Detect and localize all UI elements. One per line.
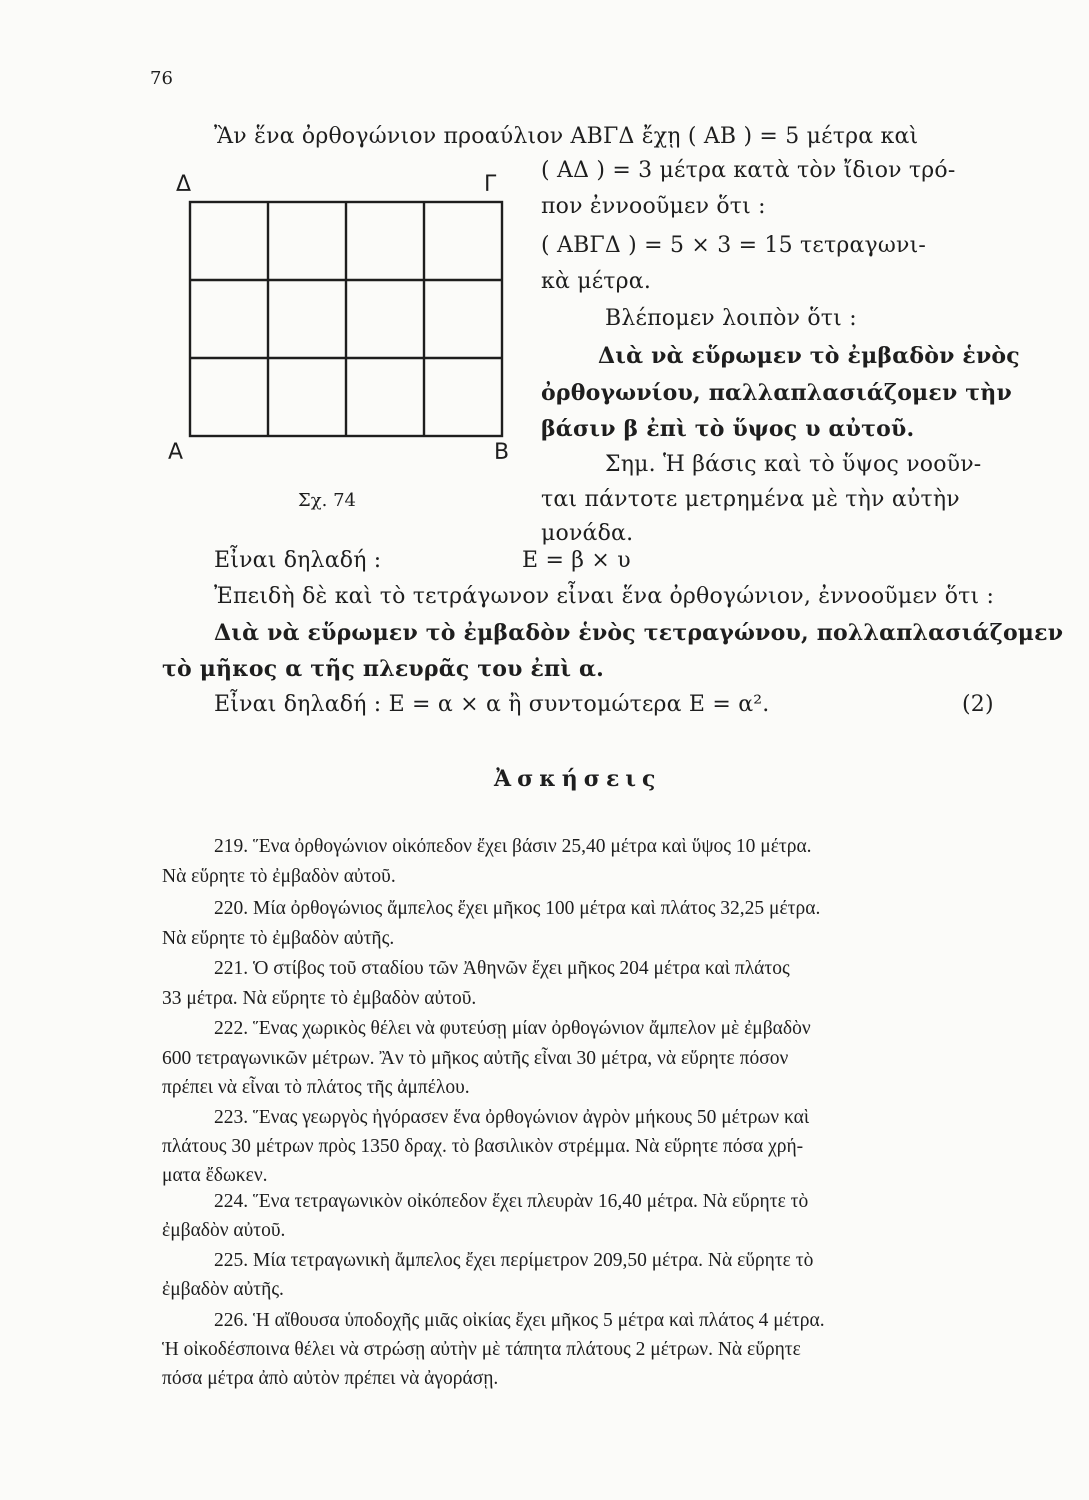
exercise-223-line-3: ματα ἔδωκεν. xyxy=(162,1165,268,1186)
exercise-224-line-2: ἐμβαδὸν αὐτοῦ. xyxy=(162,1220,286,1241)
exercise-219-line-1: 219. Ἕνα ὀρθογώνιον οἰκόπεδον ἔχει βάσιν 25,40 μέτρα καὶ ὕψος 10 μέτρα. xyxy=(214,836,812,857)
rectangle-grid-figure xyxy=(150,150,530,520)
exercise-223-line-2: πλάτους 30 μέτρων πρὸς 1350 δραχ. τὸ βασιλικὸν στρέμμα. Νὰ εὕρητε πόσα χρή- xyxy=(162,1136,804,1157)
intro-line-5: κὰ μέτρα. xyxy=(541,269,652,294)
exercise-225-line-2: ἐμβαδὸν αὐτῆς. xyxy=(162,1279,284,1300)
formula1-label: Εἶναι δηλαδή : xyxy=(214,548,382,573)
corner-label-bottom-right: Β xyxy=(494,440,510,465)
corner-label-top-left: Δ xyxy=(176,172,192,197)
intro-line-6: Βλέπομεν λοιπὸν ὅτι : xyxy=(605,306,857,331)
intro-line-3: πον ἐννοοῦμεν ὅτι : xyxy=(541,194,766,219)
corner-label-top-right: Γ xyxy=(484,172,497,197)
exercise-225-line-1: 225. Μία τετραγωνικὴ ἄμπελος ἔχει περίμετρον 209,50 μέτρα. Νὰ εὕρητε τὸ xyxy=(214,1250,814,1271)
formula1-expression: Ε = β × υ xyxy=(522,548,631,573)
exercise-219-line-2: Νὰ εὕρητε τὸ ἐμβαδὸν αὐτοῦ. xyxy=(162,866,396,887)
note-line-2: ται πάντοτε μετρημένα μὲ τὴν αὐτὴν xyxy=(541,487,960,512)
exercise-221-line-2: 33 μέτρα. Νὰ εὕρητε τὸ ἐμβαδὸν αὐτοῦ. xyxy=(162,988,477,1009)
intro-line-1: Ἂν ἕνα ὀρθογώνιον προαύλιον ΑΒΓΔ ἔχῃ ( ΑΒ ) = 5 μέτρα καὶ xyxy=(214,124,919,149)
square-formula: Εἶναι δηλαδή : Ε = α × α ἢ συντομώτερα Ε = α². xyxy=(214,692,770,717)
exercise-226-line-1: 226. Ἡ αἴθουσα ὑποδοχῆς μιᾶς οἰκίας ἔχει μῆκος 5 μέτρα καὶ πλάτος 4 μέτρα. xyxy=(214,1310,825,1331)
rule-rect-line-1: Διὰ νὰ εὕρωμεν τὸ ἐμβαδὸν ἑνὸς xyxy=(598,343,1020,369)
square-intro: Ἐπειδὴ δὲ καὶ τὸ τετράγωνον εἶναι ἕνα ὀρθογώνιον, ἐννοοῦμεν ὅτι : xyxy=(214,584,995,609)
page-number: 76 xyxy=(150,68,173,89)
note-line-3: μονάδα. xyxy=(541,521,634,546)
equation-number: (2) xyxy=(962,692,994,717)
rule-rect-line-2: ὀρθογωνίου, παλλαπλασιάζομεν τὴν xyxy=(541,380,1012,406)
square-rule-line-1: Διὰ νὰ εὕρωμεν τὸ ἐμβαδὸν ἑνὸς τετραγώνου, πολλαπλασιάζομεν xyxy=(214,620,1064,646)
exercise-222-line-1: 222. Ἕνας χωρικὸς θέλει νὰ φυτεύσῃ μίαν ὀρθογώνιον ἄμπελον μὲ ἐμβαδὸν xyxy=(214,1018,811,1039)
corner-label-bottom-left: Α xyxy=(168,440,184,465)
square-rule-line-2: τὸ μῆκος α τῆς πλευρᾶς του ἐπὶ α. xyxy=(162,656,605,682)
exercise-222-line-2: 600 τετραγωνικῶν μέτρων. Ἂν τὸ μῆκος αὐτῆς εἶναι 30 μέτρα, νὰ εὕρητε πόσον xyxy=(162,1048,789,1069)
exercise-224-line-1: 224. Ἕνα τετραγωνικὸν οἰκόπεδον ἔχει πλευρὰν 16,40 μέτρα. Νὰ εὕρητε τὸ xyxy=(214,1191,809,1212)
note-line-1: Σημ. Ἡ βάσις καὶ τὸ ὕψος νοοῦν- xyxy=(605,452,982,477)
rule-rect-line-3: βάσιν β ἐπὶ τὸ ὕψος υ αὐτοῦ. xyxy=(541,416,915,442)
exercise-222-line-3: πρέπει νὰ εἶναι τὸ πλάτος τῆς ἀμπέλου. xyxy=(162,1077,470,1098)
exercise-223-line-1: 223. Ἕνας γεωργὸς ἠγόρασεν ἕνα ὀρθογώνιον ἀγρὸν μήκους 50 μέτρων καὶ xyxy=(214,1107,810,1128)
figure-caption: Σχ. 74 xyxy=(298,490,356,511)
exercise-226-line-3: πόσα μέτρα ἀπὸ αὐτὸν πρέπει νὰ ἀγοράσῃ. xyxy=(162,1368,499,1389)
exercise-220-line-1: 220. Μία ὀρθογώνιος ἄμπελος ἔχει μῆκος 100 μέτρα καὶ πλάτος 32,25 μέτρα. xyxy=(214,898,821,919)
exercise-220-line-2: Νὰ εὕρητε τὸ ἐμβαδὸν αὐτῆς. xyxy=(162,928,395,949)
exercise-221-line-1: 221. Ὁ στίβος τοῦ σταδίου τῶν Ἀθηνῶν ἔχει μῆκος 204 μέτρα καὶ πλάτος xyxy=(214,958,790,979)
exercises-heading: Ἀσκήσεις xyxy=(494,766,662,792)
intro-line-4: ( ΑΒΓΔ ) = 5 × 3 = 15 τετραγωνι- xyxy=(541,233,927,258)
intro-line-2: ( ΑΔ ) = 3 μέτρα κατὰ τὸν ἴδιον τρό- xyxy=(541,158,956,183)
exercise-226-line-2: Ἡ οἰκοδέσποινα θέλει νὰ στρώσῃ αὐτὴν μὲ τάπητα πλάτους 2 μέτρων. Νὰ εὕρητε xyxy=(162,1339,801,1360)
